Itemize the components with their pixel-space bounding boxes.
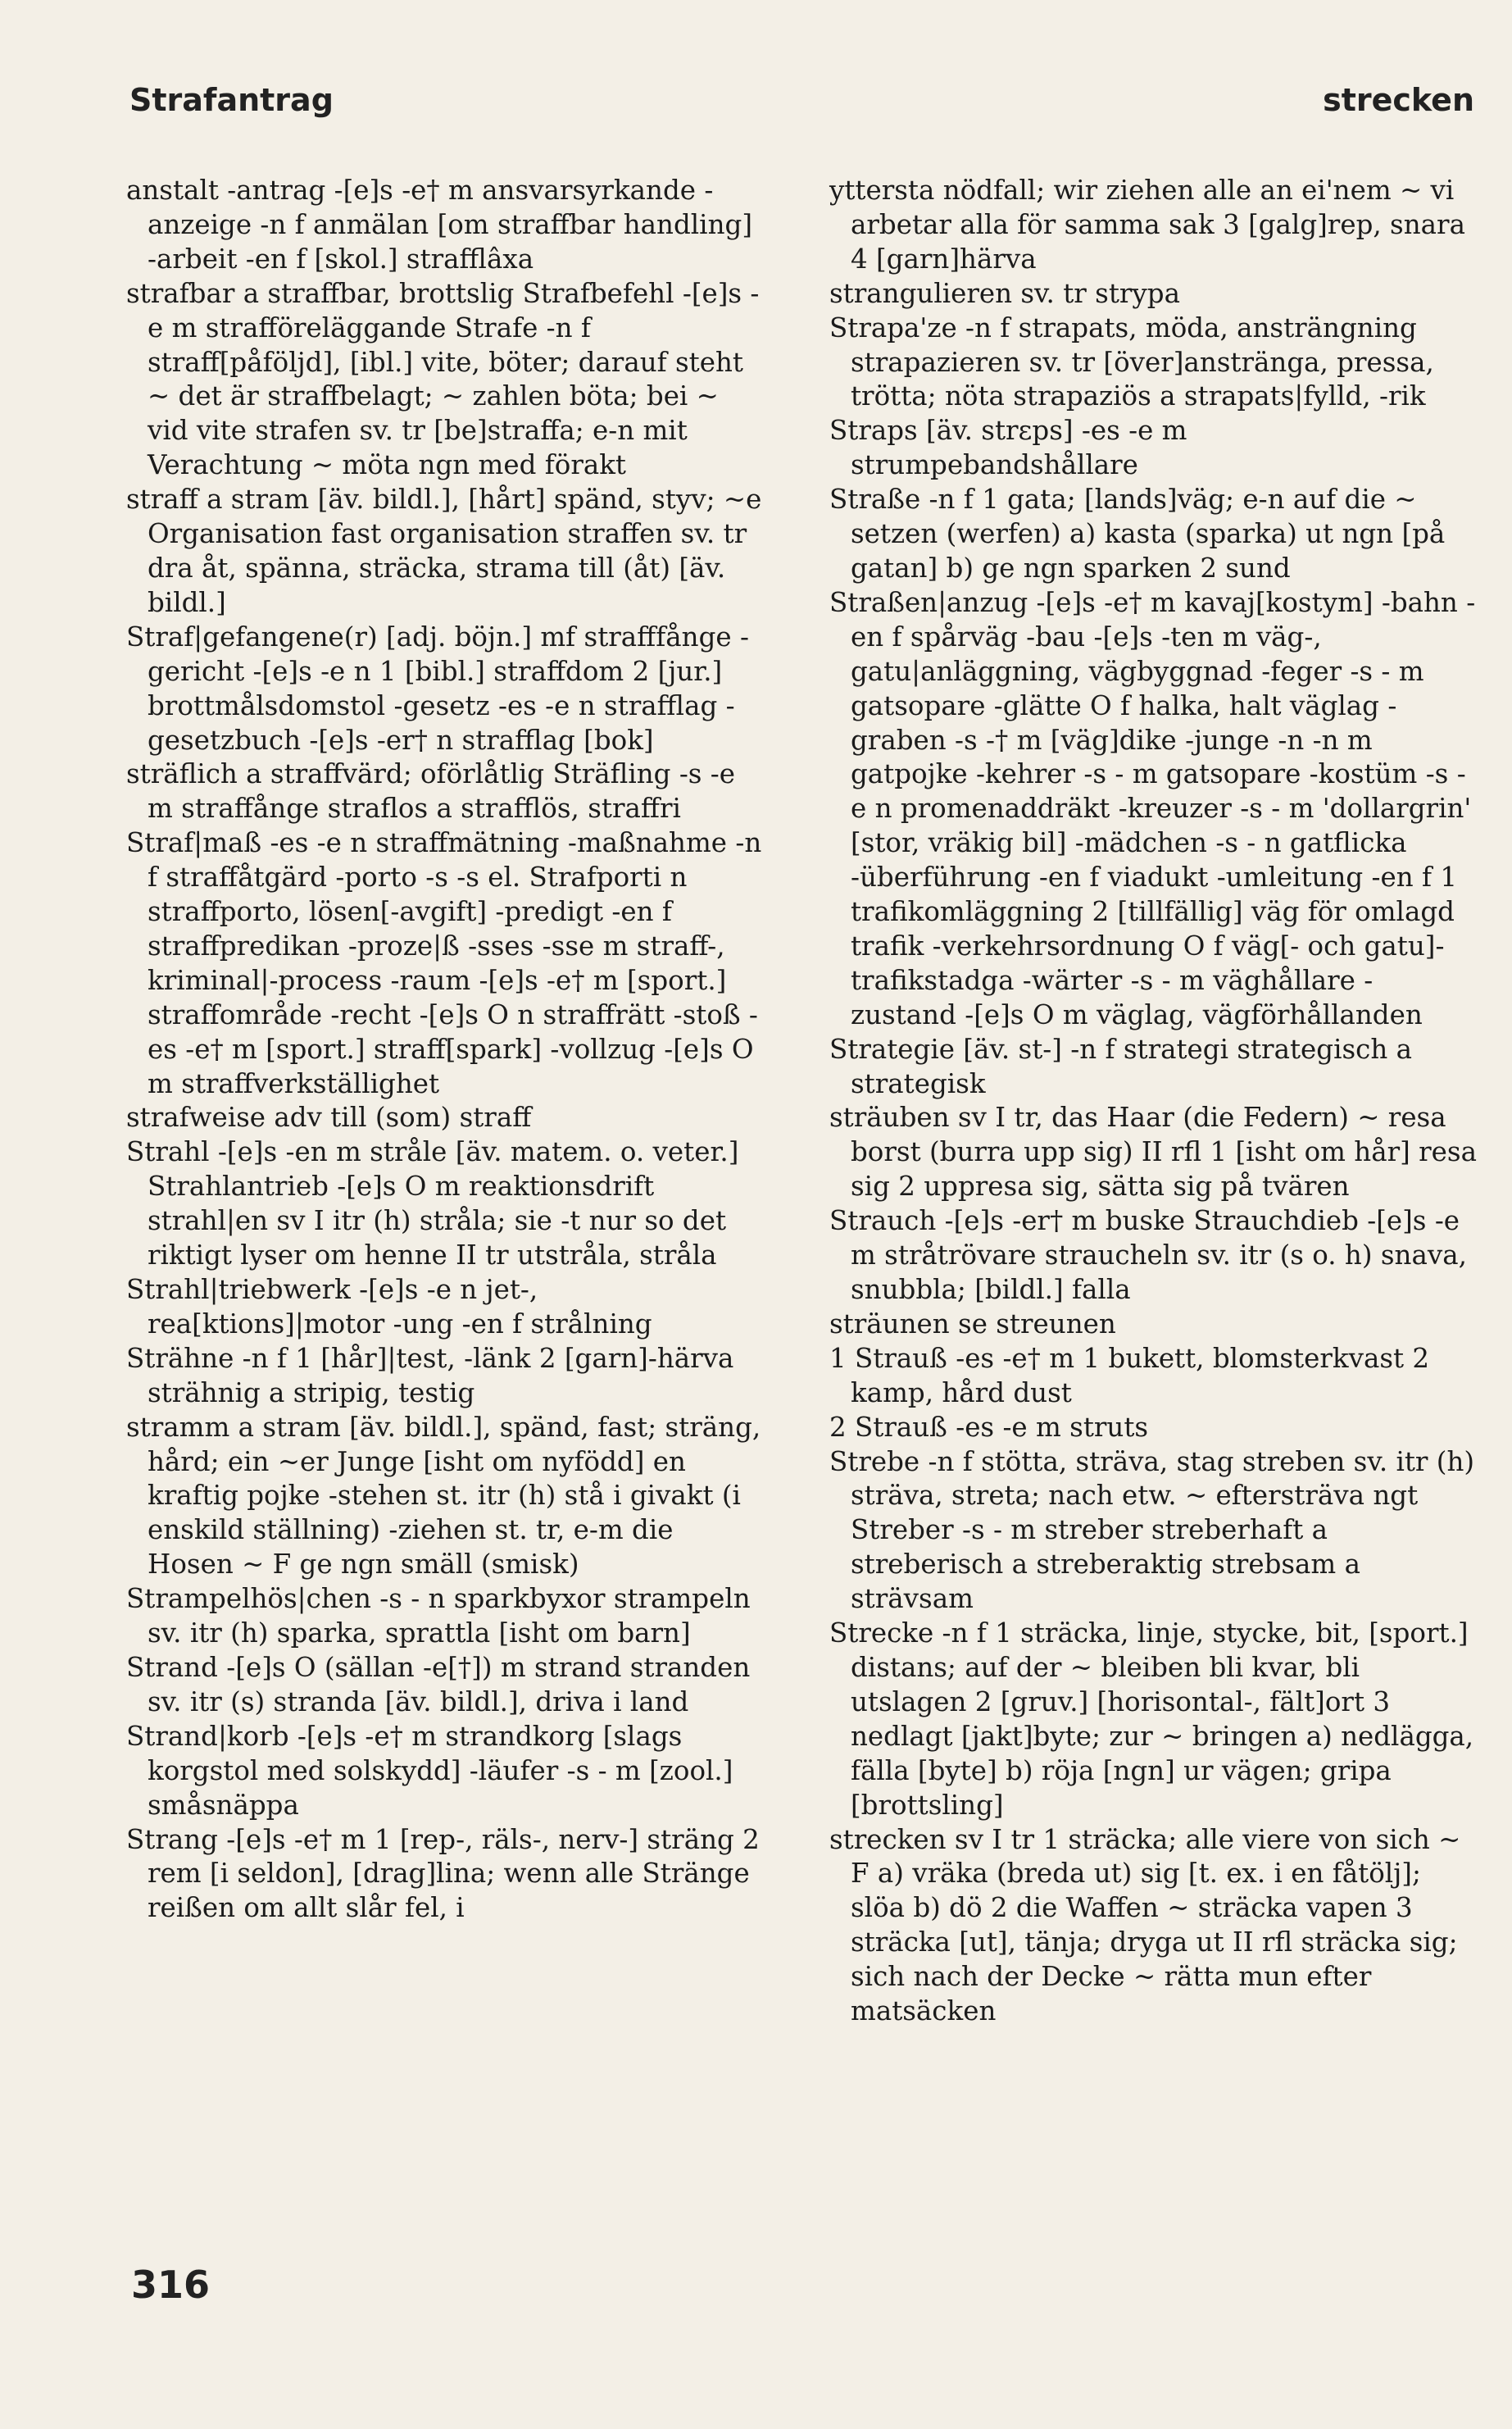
- dictionary-entry: 1 Strauß -es -e† m 1 bukett, blomsterkvast 2 kamp, hård dust: [829, 1342, 1430, 1408]
- dictionary-entry: sträflich a straffvärd; oförlåtlig Sträfling -s -e m straffånge straflos a strafflös, straffri: [126, 758, 736, 825]
- dictionary-entry: Straf|maß -es -e n straffmätning -maßnahme -n f straffåtgärd -porto -s -s el. Strafporti n straffporto, lösen[-avgift] -predigt -en f straffpredikan -proze|ß -sses -sse m straff-, kriminal|-process -raum -[e]s -e† m [sport.] straffområde -recht -[e]s O n straffrätt -stoß -es -e† m [sport.] straff[spark] -vollzug -[e]s O m straffverkställighet: [126, 827, 762, 1099]
- dictionary-entry: strafweise adv till (som) straff: [126, 1102, 532, 1134]
- dictionary-entry: anstalt -antrag -[e]s -e† m ansvarsyrkande -anzeige -n f anmälan [om straffbar handling] -arbeit -en f [skol.] strafflâxa: [126, 175, 752, 275]
- dictionary-entry: Strahl|triebwerk -[e]s -e n jet-, rea[ktions]|motor -ung -en f strålning: [126, 1274, 652, 1340]
- dictionary-entry: strafbar a straffbar, brottslig Strafbefehl -[e]s -e m strafföreläggande Strafe -n f straff[påföljd], [ibl.] vite, böter; darauf steht ~ det är straffbelagt; ~ zahlen böta; bei ~ vid vite strafen sv. tr [be]straffa; e-n mit Verachtung ~ möta ngn med förakt: [126, 277, 760, 481]
- dictionary-entry: Strang -[e]s -e† m 1 [rep-, räls-, nerv-] sträng 2 rem [i seldon], [drag]lina; wenn alle Stränge reißen om allt slår fel, i: [126, 1823, 760, 1924]
- dictionary-entry: Strampelhös|chen -s - n sparkbyxor strampeln sv. itr (h) sparka, sprattla [isht om barn]: [126, 1583, 751, 1649]
- running-head-right: strecken: [1323, 82, 1474, 118]
- dictionary-entry: Straps [äv. strɛps] -es -e m strumpebandshållare: [829, 415, 1187, 481]
- dictionary-entry: Strand -[e]s O (sällan -e[†]) m strand stranden sv. itr (s) stranda [äv. bildl.], driva i land: [126, 1651, 751, 1717]
- dictionary-entry: Strapa'ze -n f strapats, möda, ansträngning strapazieren sv. tr [över]anstränga, pressa, trötta; nöta strapaziös a strapats|fylld, -rik: [829, 312, 1434, 412]
- dictionary-entry: Strebe -n f stötta, sträva, stag streben sv. itr (h) sträva, streta; nach etw. ~ eftersträva ngt Streber -s - m streber streberhaft a streberisch a streberaktig strebsam a strävsam: [829, 1445, 1475, 1615]
- dictionary-entry: 2 Strauß -es -e m struts: [829, 1411, 1149, 1443]
- dictionary-column-left: [126, 174, 765, 1926]
- dictionary-entry: strangulieren sv. tr strypa: [829, 277, 1180, 309]
- dictionary-entry: yttersta nödfall; wir ziehen alle an ei'nem ~ vi arbetar alla för samma sak 3 [galg]rep, snara 4 [garn]härva: [829, 175, 1465, 275]
- dictionary-entry: straff a stram [äv. bildl.], [hårt] spänd, styv; ~e Organisation fast organisation straffen sv. tr dra åt, spänna, sträcka, strama till (åt) [äv. bildl.]: [126, 484, 762, 618]
- dictionary-entry: Straf|gefangene(r) [adj. böjn.] mf strafffånge -gericht -[e]s -e n 1 [bibl.] straffdom 2 [jur.] brottmålsdomstol -gesetz -es -e n strafflag -gesetzbuch -[e]s -er† n strafflag [bok]: [126, 621, 749, 756]
- dictionary-entry: Straße -n f 1 gata; [lands]väg; e-n auf die ~ setzen (werfen) a) kasta (sparka) ut ngn [på gatan] b) ge ngn sparken 2 sund: [829, 484, 1446, 584]
- running-head-left: Strafantrag: [129, 82, 334, 118]
- dictionary-entry: sträunen se streunen: [829, 1308, 1116, 1340]
- dictionary-entry: Strategie [äv. st-] -n f strategi strategisch a strategisk: [829, 1033, 1412, 1099]
- dictionary-entry: Strecke -n f 1 sträcka, linje, stycke, bit, [sport.] distans; auf der ~ bleiben bli kvar, bli utslagen 2 [gruv.] [horisontal-, fält]ort 3 nedlagt [jakt]byte; zur ~ bringen a) nedlägga, fälla [byte] b) röja [ngn] ur vägen; gripa [brottsling]: [829, 1617, 1474, 1821]
- dictionary-entry: Strauch -[e]s -er† m buske Strauchdieb -[e]s -e m stråtrövare straucheln sv. itr (s o. h) snava, snubbla; [bildl.] falla: [829, 1205, 1467, 1305]
- page-number: 316: [131, 2263, 211, 2307]
- dictionary-entry: Strand|korb -[e]s -e† m strandkorg [slags korgstol med solskydd] -läufer -s - m [zool.] småsnäppa: [126, 1720, 733, 1821]
- dictionary-entry: strecken sv I tr 1 sträcka; alle viere von sich ~ F a) vräka (breda ut) sig [t. ex. i en fåtölj]; slöa b) dö 2 die Waffen ~ sträcka vapen 3 sträcka [ut], tänja; dryga ut II rfl sträcka sig; sich nach der Decke ~ rätta mun efter matsäcken: [829, 1823, 1461, 2027]
- dictionary-column-right: [829, 174, 1477, 2029]
- dictionary-entry: Straßen|anzug -[e]s -e† m kavaj[kostym] -bahn -en f spårväg -bau -[e]s -ten m väg-, gatu|anläggning, vägbyggnad -feger -s - m gatsopare -glätte O f halka, halt väglag -graben -s -† m [väg]dike -junge -n -n m gatpojke -kehrer -s - m gatsopare -kostüm -s -e n promenaddräkt -kreuzer -s - m 'dollargrin' [stor, vräkig bil] -mädchen -s - n gatflicka -überführung -en f viadukt -umleitung -en f 1 trafikomläggning 2 [tillfällig] väg för omlagd trafik -verkehrsordnung O f väg[- och gatu]-trafikstadga -wärter -s - m väghållare -zustand -[e]s O m väglag, vägförhållanden: [829, 586, 1476, 1030]
- dictionary-entry: Strähne -n f 1 [hår]|test, -länk 2 [garn]-härva strähnig a stripig, testig: [126, 1342, 734, 1408]
- dictionary-entry: sträuben sv I tr, das Haar (die Federn) ~ resa borst (burra upp sig) II rfl 1 [isht om hår] resa sig 2 uppresa sig, sätta sig på tvären: [829, 1102, 1477, 1203]
- dictionary-entry: stramm a stram [äv. bildl.], spänd, fast; sträng, hård; ein ~er Junge [isht om nyfödd] en kraftig pojke -stehen st. itr (h) stå i givakt (i enskild ställning) -ziehen st. tr, e-m die Hosen ~ F ge ngn smäll (smisk): [126, 1411, 761, 1581]
- dictionary-entry: Strahl -[e]s -en m stråle [äv. matem. o. veter.] Strahlantrieb -[e]s O m reaktionsdrift strahl|en sv I itr (h) stråla; sie -t nur so det riktigt lyser om henne II tr utstråla, stråla: [126, 1136, 739, 1271]
